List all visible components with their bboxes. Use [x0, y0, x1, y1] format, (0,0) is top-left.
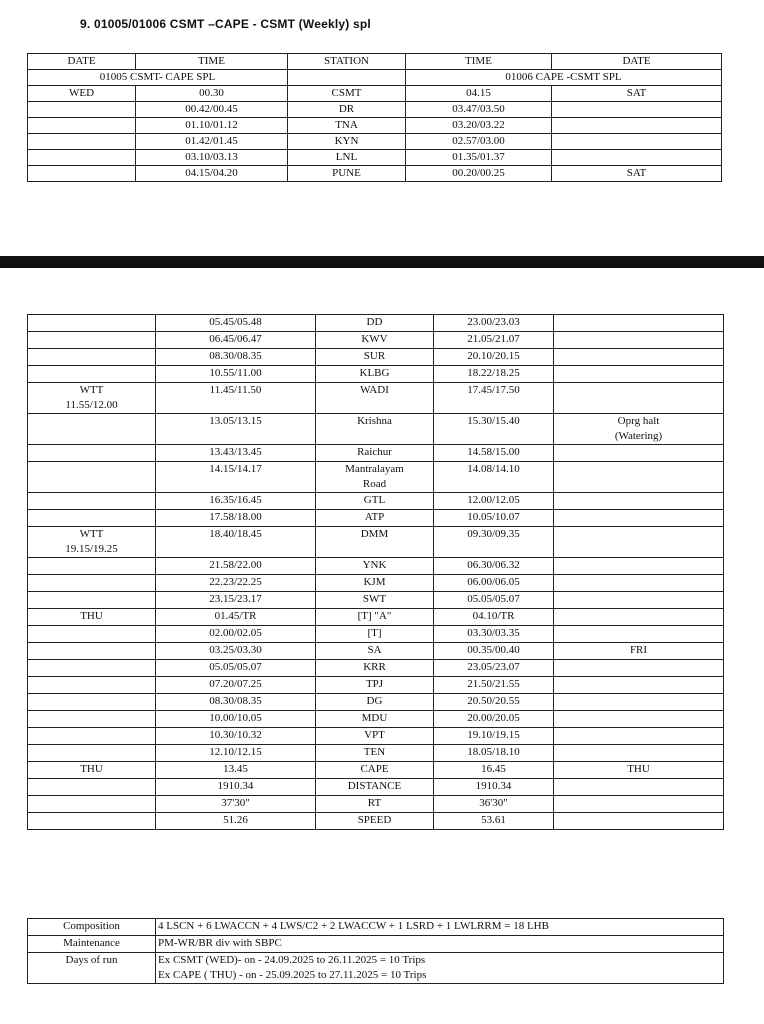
date-down-cell	[28, 134, 136, 150]
station-cell: SWT	[316, 592, 434, 609]
time-up-cell: 21.05/21.07	[434, 332, 554, 349]
date-down-cell	[28, 510, 156, 527]
time-up-cell: 21.50/21.55	[434, 677, 554, 694]
time-down-cell: 13.45	[156, 762, 316, 779]
time-down-cell: 51.26	[156, 813, 316, 830]
time-down-cell: 03.25/03.30	[156, 643, 316, 660]
date-down-cell	[28, 728, 156, 745]
station-cell: DMM	[316, 527, 434, 558]
train-down-label: 01005 CSMT- CAPE SPL	[28, 70, 288, 86]
table-row	[28, 134, 722, 150]
maintenance-row	[28, 936, 724, 953]
time-up-cell: 1910.34	[434, 779, 554, 796]
station-cell: Raichur	[316, 445, 434, 462]
time-up-cell: 05.05/05.07	[434, 592, 554, 609]
date-down-cell	[28, 796, 156, 813]
date-down-cell	[28, 166, 136, 182]
time-down-cell: 07.20/07.25	[156, 677, 316, 694]
time-up-cell: 09.30/09.35	[434, 527, 554, 558]
date-down-cell	[28, 677, 156, 694]
table-row	[28, 558, 724, 575]
time-down-cell: 03.10/03.13	[136, 150, 288, 166]
time-down-cell: 08.30/08.35	[156, 694, 316, 711]
date-down-cell	[28, 575, 156, 592]
date-up-cell	[554, 383, 724, 414]
table-row	[28, 510, 724, 527]
time-up-cell: 36'30"	[434, 796, 554, 813]
time-down-cell: 1910.34	[156, 779, 316, 796]
station-cell: KLBG	[316, 366, 434, 383]
time-up-cell: 03.30/03.35	[434, 626, 554, 643]
time-up-cell: 18.22/18.25	[434, 366, 554, 383]
date-up-cell	[554, 575, 724, 592]
station-cell: VPT	[316, 728, 434, 745]
table-row	[28, 150, 722, 166]
table-row	[28, 575, 724, 592]
date-up-cell	[552, 118, 722, 134]
table-row	[28, 462, 724, 493]
date-up-cell	[554, 711, 724, 728]
date-down-cell	[28, 694, 156, 711]
time-up-cell: 23.00/23.03	[434, 315, 554, 332]
table-row	[28, 118, 722, 134]
header-time-down: TIME	[136, 54, 288, 70]
table-row	[28, 166, 722, 182]
table-row	[28, 677, 724, 694]
date-down-cell	[28, 660, 156, 677]
date-down-cell	[28, 102, 136, 118]
time-up-cell: 20.00/20.05	[434, 711, 554, 728]
date-down-cell	[28, 315, 156, 332]
date-down-cell	[28, 558, 156, 575]
time-up-cell: 18.05/18.10	[434, 745, 554, 762]
table-row	[28, 332, 724, 349]
time-up-cell: 04.10/TR	[434, 609, 554, 626]
station-cell: TNA	[288, 118, 406, 134]
table-row	[28, 626, 724, 643]
date-down-cell	[28, 643, 156, 660]
train-label-row	[28, 70, 722, 86]
station-cell: Krishna	[316, 414, 434, 445]
station-cell: SA	[316, 643, 434, 660]
date-up-cell	[554, 366, 724, 383]
date-down-cell	[28, 150, 136, 166]
date-up-cell	[552, 150, 722, 166]
station-cell: CAPE	[316, 762, 434, 779]
station-cell: MDU	[316, 711, 434, 728]
table-row	[28, 728, 724, 745]
date-down-cell	[28, 118, 136, 134]
header-date-up: DATE	[552, 54, 722, 70]
table-row	[28, 745, 724, 762]
time-down-cell: 13.05/13.15	[156, 414, 316, 445]
time-down-cell: 18.40/18.45	[156, 527, 316, 558]
date-down-cell	[28, 414, 156, 445]
date-up-cell	[552, 134, 722, 150]
time-up-cell: 12.00/12.05	[434, 493, 554, 510]
time-down-cell: 13.43/13.45	[156, 445, 316, 462]
station-cell: TEN	[316, 745, 434, 762]
timetable-top	[27, 53, 722, 182]
table-row	[28, 383, 724, 414]
table-row	[28, 660, 724, 677]
table-row	[28, 694, 724, 711]
time-down-cell: 01.10/01.12	[136, 118, 288, 134]
date-up-cell	[554, 694, 724, 711]
time-up-cell: 00.20/00.25	[406, 166, 552, 182]
table-row	[28, 493, 724, 510]
date-up-cell: THU	[554, 762, 724, 779]
date-up-cell	[554, 779, 724, 796]
page-divider	[0, 256, 764, 268]
table-row	[28, 414, 724, 445]
time-down-cell: 08.30/08.35	[156, 349, 316, 366]
time-up-cell: 03.47/03.50	[406, 102, 552, 118]
table-row	[28, 445, 724, 462]
maintenance-value: PM-WR/BR div with SBPC	[156, 936, 724, 953]
station-cell: KRR	[316, 660, 434, 677]
time-up-cell: 06.30/06.32	[434, 558, 554, 575]
station-cell: WADI	[316, 383, 434, 414]
date-up-cell	[554, 813, 724, 830]
date-down-cell	[28, 813, 156, 830]
date-up-cell	[554, 677, 724, 694]
table-row	[28, 592, 724, 609]
date-up-cell	[554, 592, 724, 609]
date-down-cell	[28, 366, 156, 383]
date-up-cell	[554, 332, 724, 349]
time-up-cell: 16.45	[434, 762, 554, 779]
date-down-cell: THU	[28, 609, 156, 626]
time-up-cell: 20.10/20.15	[434, 349, 554, 366]
date-up-cell	[554, 728, 724, 745]
station-cell: Mantralayam Road	[316, 462, 434, 493]
date-up-cell	[554, 558, 724, 575]
timetable-bottom	[27, 314, 724, 830]
table-row	[28, 315, 724, 332]
station-cell: RT	[316, 796, 434, 813]
date-down-cell	[28, 626, 156, 643]
time-down-cell: 11.45/11.50	[156, 383, 316, 414]
table-row	[28, 609, 724, 626]
date-up-cell	[554, 315, 724, 332]
date-up-cell	[554, 660, 724, 677]
date-up-cell: SAT	[552, 86, 722, 102]
days-label: Days of run	[28, 953, 156, 984]
station-cell: SPEED	[316, 813, 434, 830]
table-row	[28, 762, 724, 779]
time-up-cell: 10.05/10.07	[434, 510, 554, 527]
station-cell: DD	[316, 315, 434, 332]
date-up-cell: FRI	[554, 643, 724, 660]
date-up-cell	[554, 493, 724, 510]
date-down-cell	[28, 779, 156, 796]
station-cell: DR	[288, 102, 406, 118]
date-down-cell	[28, 745, 156, 762]
date-down-cell	[28, 445, 156, 462]
time-down-cell: 05.45/05.48	[156, 315, 316, 332]
time-up-cell: 00.35/00.40	[434, 643, 554, 660]
time-down-cell: 05.05/05.07	[156, 660, 316, 677]
station-cell: GTL	[316, 493, 434, 510]
date-down-cell: THU	[28, 762, 156, 779]
station-cell: CSMT	[288, 86, 406, 102]
time-down-cell: 01.42/01.45	[136, 134, 288, 150]
station-cell: ATP	[316, 510, 434, 527]
date-up-cell	[554, 745, 724, 762]
time-up-cell: 14.58/15.00	[434, 445, 554, 462]
table-row	[28, 102, 722, 118]
date-down-cell	[28, 711, 156, 728]
time-up-cell: 14.08/14.10	[434, 462, 554, 493]
time-up-cell: 15.30/15.40	[434, 414, 554, 445]
date-up-cell	[554, 445, 724, 462]
station-cell: [T]	[316, 626, 434, 643]
date-down-cell: WED	[28, 86, 136, 102]
time-down-cell: 37'30"	[156, 796, 316, 813]
date-up-cell	[554, 796, 724, 813]
date-down-cell	[28, 493, 156, 510]
table-row	[28, 527, 724, 558]
station-cell: TPJ	[316, 677, 434, 694]
station-cell: KYN	[288, 134, 406, 150]
time-down-cell: 10.00/10.05	[156, 711, 316, 728]
time-down-cell: 14.15/14.17	[156, 462, 316, 493]
time-up-cell: 02.57/03.00	[406, 134, 552, 150]
days-value	[156, 953, 724, 984]
date-down-cell	[28, 349, 156, 366]
time-up-cell: 06.00/06.05	[434, 575, 554, 592]
time-up-cell: 20.50/20.55	[434, 694, 554, 711]
time-down-cell: 02.00/02.05	[156, 626, 316, 643]
composition-value: 4 LSCN + 6 LWACCN + 4 LWS/C2 + 2 LWACCW + 1 LSRD + 1 LWLRRM = 18 LHB	[156, 919, 724, 936]
time-down-cell: 23.15/23.17	[156, 592, 316, 609]
time-up-cell: 53.61	[434, 813, 554, 830]
days-line-2: Ex CAPE ( THU) - on - 25.09.2025 to 27.11.2025 = 10 Trips	[158, 969, 427, 981]
date-up-cell: SAT	[552, 166, 722, 182]
time-down-cell: 00.42/00.45	[136, 102, 288, 118]
table-row	[28, 366, 724, 383]
time-down-cell: 17.58/18.00	[156, 510, 316, 527]
table-row	[28, 349, 724, 366]
table-row	[28, 711, 724, 728]
time-down-cell: 10.30/10.32	[156, 728, 316, 745]
empty-cell	[288, 70, 406, 86]
station-cell: DISTANCE	[316, 779, 434, 796]
days-row	[28, 953, 724, 984]
station-cell: SUR	[316, 349, 434, 366]
station-cell: [T] "A"	[316, 609, 434, 626]
header-row	[28, 54, 722, 70]
time-up-cell: 17.45/17.50	[434, 383, 554, 414]
time-down-cell: 21.58/22.00	[156, 558, 316, 575]
station-cell: PUNE	[288, 166, 406, 182]
date-down-cell	[28, 462, 156, 493]
date-down-cell	[28, 332, 156, 349]
days-line-1: Ex CSMT (WED)- on - 24.09.2025 to 26.11.2025 = 10 Trips	[158, 954, 426, 966]
train-details	[27, 918, 724, 984]
train-up-label: 01006 CAPE -CSMT SPL	[406, 70, 722, 86]
maintenance-label: Maintenance	[28, 936, 156, 953]
time-down-cell: 10.55/11.00	[156, 366, 316, 383]
table-row	[28, 796, 724, 813]
table-row	[28, 813, 724, 830]
station-cell: KWV	[316, 332, 434, 349]
time-down-cell: 22.23/22.25	[156, 575, 316, 592]
date-up-cell	[554, 462, 724, 493]
date-down-cell: WTT 19.15/19.25	[28, 527, 156, 558]
composition-row	[28, 919, 724, 936]
time-up-cell: 03.20/03.22	[406, 118, 552, 134]
header-date-down: DATE	[28, 54, 136, 70]
time-up-cell: 04.15	[406, 86, 552, 102]
header-time-up: TIME	[406, 54, 552, 70]
time-down-cell: 04.15/04.20	[136, 166, 288, 182]
station-cell: LNL	[288, 150, 406, 166]
date-up-cell: Oprg halt (Watering)	[554, 414, 724, 445]
time-down-cell: 16.35/16.45	[156, 493, 316, 510]
date-down-cell	[28, 592, 156, 609]
table-row	[28, 779, 724, 796]
time-down-cell: 06.45/06.47	[156, 332, 316, 349]
date-up-cell	[554, 626, 724, 643]
time-up-cell: 23.05/23.07	[434, 660, 554, 677]
station-cell: YNK	[316, 558, 434, 575]
header-station: STATION	[288, 54, 406, 70]
date-up-cell	[554, 349, 724, 366]
date-up-cell	[554, 510, 724, 527]
date-up-cell	[552, 102, 722, 118]
station-cell: DG	[316, 694, 434, 711]
time-up-cell: 19.10/19.15	[434, 728, 554, 745]
date-up-cell	[554, 527, 724, 558]
time-up-cell: 01.35/01.37	[406, 150, 552, 166]
document-title: 9. 01005/01006 CSMT –CAPE - CSMT (Weekly) spl	[80, 17, 371, 31]
date-down-cell: WTT 11.55/12.00	[28, 383, 156, 414]
date-up-cell	[554, 609, 724, 626]
time-down-cell: 01.45/TR	[156, 609, 316, 626]
station-cell: KJM	[316, 575, 434, 592]
table-row	[28, 643, 724, 660]
composition-label: Composition	[28, 919, 156, 936]
time-down-cell: 12.10/12.15	[156, 745, 316, 762]
table-row	[28, 86, 722, 102]
time-down-cell: 00.30	[136, 86, 288, 102]
